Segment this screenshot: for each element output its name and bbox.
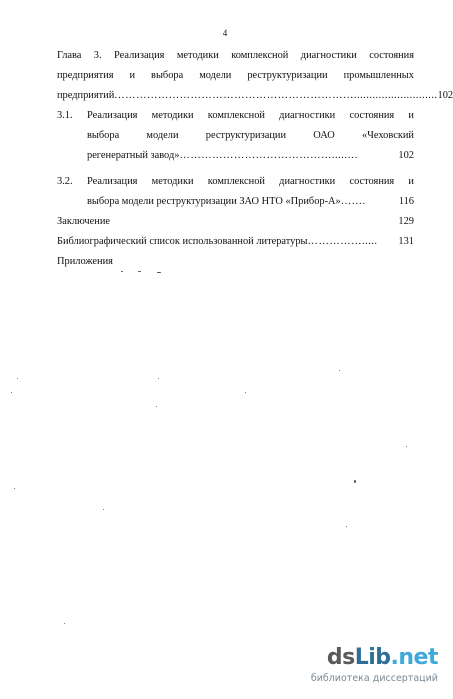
toc-entry-chapter-3	[57, 46, 453, 106]
scan-speck	[121, 271, 123, 272]
page-number: 4	[222, 28, 228, 38]
toc-line-with-page	[87, 192, 414, 212]
toc-leader-dots: …………………………………….....…	[179, 150, 359, 161]
toc-page-number: 102	[437, 90, 453, 101]
toc-entry-section-3-1	[57, 106, 414, 166]
toc-line: выбора модели реструктуризации ЗАО НТО «Прибор-А»	[87, 196, 341, 207]
toc-line: Реализация методики комплексной диагностики состояния и	[87, 110, 414, 121]
toc-line: предприятия и выбора модели реструктуризации промышленных	[57, 70, 414, 81]
watermark-subtitle: библиотека диссертаций	[310, 673, 438, 684]
scan-speck	[17, 378, 18, 379]
toc-line: Библиографический список использованной литературы	[57, 236, 308, 247]
logo-lib: Lib	[354, 645, 391, 670]
toc-entry-conclusion	[57, 212, 414, 232]
toc-leader-dots: …………………………………………………………...........................	[114, 90, 438, 101]
toc-page-number: 129	[398, 216, 414, 227]
toc-leader-dots: …….	[340, 196, 366, 207]
scan-speck	[156, 406, 157, 407]
toc-line: выбора модели реструктуризации ОАО «Чеховский	[87, 130, 414, 141]
dslib-watermark	[310, 645, 438, 691]
toc-line: Реализация методики комплексной диагностики состояния и	[87, 176, 414, 187]
toc-page-number: 116	[398, 196, 414, 207]
table-of-contents	[57, 46, 453, 272]
toc-line: Заключение	[57, 216, 110, 227]
scan-speck	[64, 623, 65, 624]
scan-speck	[354, 480, 356, 483]
toc-line: регенератный завод»	[87, 150, 180, 161]
scan-speck	[339, 370, 340, 371]
scan-speck	[157, 272, 161, 273]
scan-speck	[346, 526, 347, 527]
toc-entry-section-3-2	[57, 172, 414, 212]
toc-line: Приложения	[57, 256, 113, 267]
scan-speck	[406, 446, 407, 447]
scan-speck	[138, 271, 141, 272]
toc-section-number: 3.2.	[57, 176, 73, 187]
dslib-logo	[327, 645, 438, 670]
toc-line-with-page	[87, 146, 414, 166]
logo-ds: ds	[326, 645, 355, 670]
scan-speck	[14, 488, 15, 489]
toc-page-number: 131	[398, 236, 414, 247]
scan-speck	[103, 509, 104, 510]
toc-page-number: 102	[398, 150, 414, 161]
toc-section-number: 3.1.	[57, 110, 73, 121]
toc-line-with-page	[57, 86, 453, 106]
scan-speck	[158, 378, 159, 379]
scan-speck	[11, 392, 12, 393]
toc-line: предприятий	[57, 90, 115, 101]
logo-net: .net	[390, 645, 438, 670]
toc-entry-appendices	[57, 252, 414, 272]
toc-leader-dots: …………….....	[307, 236, 378, 247]
toc-line: Глава 3. Реализация методики комплексной диагностики состояния	[57, 50, 414, 61]
scan-speck	[245, 392, 246, 393]
toc-entry-bibliography	[57, 232, 414, 252]
